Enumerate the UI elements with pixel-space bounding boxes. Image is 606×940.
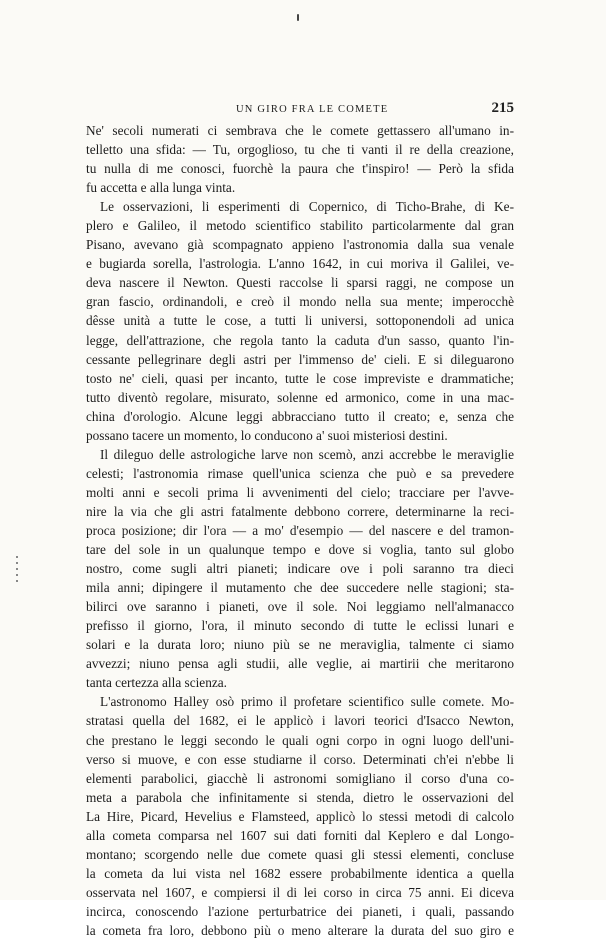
body-text xyxy=(86,121,514,940)
text-line: e bugiarda sorella, l'astrologia. L'anno 1642, in cui moriva il Galilei, ve- xyxy=(86,256,514,272)
text-line: Ne' secoli numerati ci sembrava che le comete gettassero all'umano in- xyxy=(86,123,514,138)
ink-speck xyxy=(297,14,299,21)
text-line: elementi parabolici, giacchè li astronomi somigliano il corso d'una co- xyxy=(86,770,514,786)
paragraph xyxy=(86,121,514,197)
text-line: montano; scorgendo nelle due comete quasi gli stessi elementi, concluse xyxy=(86,846,514,862)
text-line: fu accetta e alla lunga vinta. xyxy=(86,180,236,196)
text-line: avvezzi; niuno pensa agli studii, alle veglie, ai martirii che meritarono xyxy=(86,656,514,672)
text-line: incirca, conoscendo l'azione perturbatrice dei pianeti, i quali, passando xyxy=(86,903,514,919)
paragraph xyxy=(86,197,514,445)
running-title: UN GIRO FRA LE COMETE xyxy=(236,104,389,115)
text-line: la cometa fra loro, debbono più o meno alterare la durata del suo giro e xyxy=(86,922,514,938)
text-line: tutto diventò regolare, misurato, solenne ed armonico, come in una mac- xyxy=(86,389,514,405)
text-line: possano tacere un momento, lo conducono a' suoi misteriosi destini. xyxy=(86,427,448,443)
text-line: alla cometa comparsa nel 1607 sui dati forniti dal Keplero e dal Longo- xyxy=(86,827,514,843)
page-header xyxy=(86,100,514,118)
text-line: telletto una sfida: — Tu, orgoglioso, tu che ti vanti il re della creazione, xyxy=(86,142,514,158)
text-line: Il dileguo delle astrologiche larve non scemò, anzi accrebbe le meraviglie xyxy=(100,446,514,462)
text-line: tosto ne' cieli, quasi per incanto, tutte le cose impreviste e drammatiche; xyxy=(86,370,514,386)
text-line: verso si muove, e con esse studiarne il corso. Determinati ch'ei n'ebbe li xyxy=(86,751,514,767)
text-line: gran fascio, ordinandoli, e creò il mondo nella sua mente; imperocchè xyxy=(86,294,514,310)
text-line: che prestano le leggi secondo le quali ogni corpo in ogni luogo dell'uni- xyxy=(86,732,514,748)
page-number: 215 xyxy=(491,100,514,116)
paragraph xyxy=(86,445,514,693)
text-line: tu nulla di me conosci, fuorchè la paura che t'inspiro! — Però la sfida xyxy=(86,161,514,177)
text-line: La Hire, Picard, Hevelius e Flamsteed, applicò lo stessi metodi di calcolo xyxy=(86,808,514,824)
text-line: proca posizione; dir l'ora — a mo' d'esempio — del nascere e del tramon- xyxy=(86,522,514,538)
text-line: stratasi quella del 1682, ei le applicò i lavori teorici d'Isacco Newton, xyxy=(86,713,514,729)
text-line: nire la via che gli astri fatalmente debbono correre, determinarne la reci- xyxy=(86,503,514,519)
paragraph xyxy=(86,692,514,940)
text-line: dêsse unità a tutte le cose, a tutti li universi, sottoponendoli ad unica xyxy=(86,313,514,329)
text-line: plero e Galileo, il metodo scientifico stabilito particolarmente dal gran xyxy=(86,218,514,234)
margin-marks xyxy=(16,556,19,582)
text-line: mila anni; dipingere il mutamento che dee succedere nelle stagioni; sta- xyxy=(86,580,514,596)
text-line: tanta certezza alla scienza. xyxy=(86,675,227,691)
text-line: legge, dell'attrazione, che regola tanto la caduta d'un sasso, quanto l'in- xyxy=(86,332,514,348)
text-line: osservata nel 1607, e compiersi il di lei corso in circa 75 anni. Ei diceva xyxy=(86,884,514,900)
text-line: celesti; l'astronomia rimase quell'unica scienza che può e sa prevedere xyxy=(86,465,514,481)
text-line: cessante pellegrinare degli astri per l'immenso de' cieli. E si dileguarono xyxy=(86,351,514,367)
text-line: tare del sole in un qualunque tempo e dove si voglia, tanto sul globo xyxy=(86,542,514,558)
text-line: meta a parabola che infinitamente si stenda, dietro le osservazioni del xyxy=(86,789,514,805)
text-line: Pisano, avevano già scompagnato appieno l'astronomia dalla sua venale xyxy=(86,237,514,253)
text-line: deva nascere il Newton. Questi raccolse li sparsi raggi, ne compose un xyxy=(86,275,514,291)
text-line: nostro, come sugli altri pianeti; indicare ove i poli saranno tra dieci xyxy=(86,561,514,577)
text-line: china d'orologio. Alcune leggi abbracciano tutto il creato; e, senza che xyxy=(86,408,514,424)
text-line: prefisso il giorno, l'ora, il minuto secondo di tutte le eclissi lunari e xyxy=(86,618,514,634)
text-line: molti anni e secoli prima li avvenimenti del cielo; tracciare per l'avve- xyxy=(86,484,514,500)
text-line: solari e la durata loro; niuno più se ne meraviglia, talmente ci siamo xyxy=(86,637,514,653)
text-line: bilirci ove saranno i pianeti, ove il sole. Noi leggiamo nell'almanacco xyxy=(86,599,514,615)
text-line: la cometa da lui vista nel 1682 essere probabilmente identica a quella xyxy=(86,865,514,881)
text-line: Le osservazioni, li esperimenti di Copernico, di Ticho-Brahe, di Ke- xyxy=(100,199,514,215)
text-line: L'astronomo Halley osò primo il profetare scientifico sulle comete. Mo- xyxy=(100,694,514,710)
